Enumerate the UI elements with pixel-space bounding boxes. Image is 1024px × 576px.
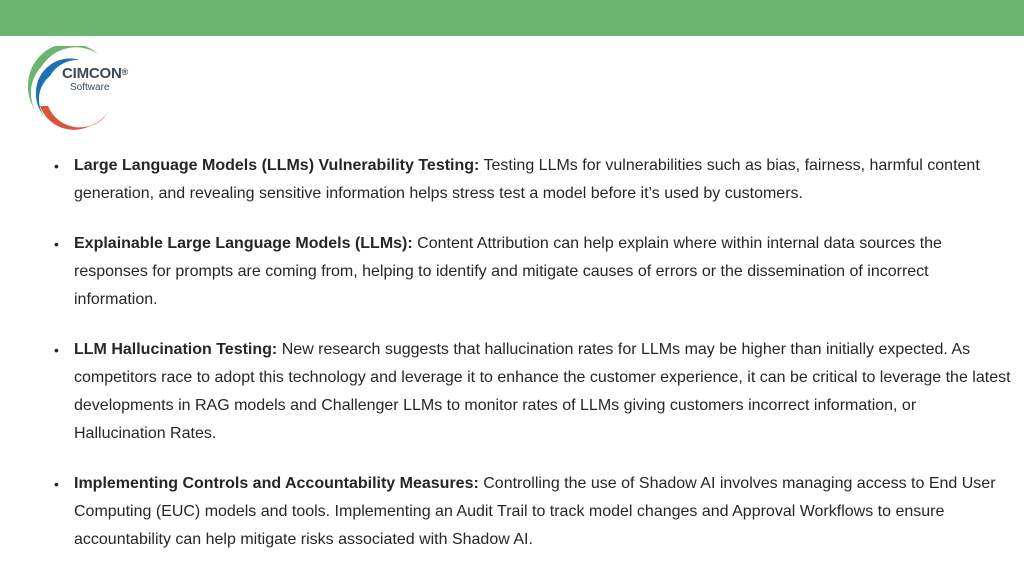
bullet-heading: Explainable Large Language Models (LLMs): [74, 235, 413, 252]
bullet-item-controls-accountability [52, 470, 1012, 554]
bullet-text: New research suggests that hallucination rates for LLMs may be higher than initially expected. As competitors race to adopt this technology and leverage it to enhance the customer experience, it can be critical to leverage the latest developments in RAG models and Challenger LLMs to monitor rates of LLMs giving customers incorrect information, or Hallucination Rates. [74, 341, 1011, 442]
bullet-text: Content Attribution can help explain where within internal data sources the responses for prompts are coming from, helping to identify and mitigate causes of errors or the dissemination of incorrect information. [74, 235, 942, 308]
bullet-text: Controlling the use of Shadow AI involves managing access to End User Computing (EUC) models and tools. Implementing an Audit Trail to track model changes and Approval Workflows to ensure accountability can help mitigate risks associated with Shadow AI. [74, 475, 996, 548]
bullet-item-vulnerability-testing [52, 152, 1012, 208]
bullet-marker: • [54, 158, 59, 174]
bullet-marker: • [54, 342, 59, 358]
cimcon-logo [20, 46, 140, 136]
bullet-heading: Implementing Controls and Accountability Measures: [74, 475, 479, 492]
bullet-marker: • [54, 236, 59, 252]
logo-name: CIMCON® [62, 65, 129, 82]
bullet-item-hallucination-testing [52, 336, 1012, 448]
bullet-heading: LLM Hallucination Testing: [74, 341, 278, 358]
bullet-item-explainable-llms [52, 230, 1012, 314]
bullet-heading: Large Language Models (LLMs) Vulnerability Testing: [74, 157, 480, 174]
bullet-list [52, 152, 1012, 576]
top-banner [0, 0, 1024, 36]
bullet-marker: • [54, 476, 59, 492]
logo-subtitle: Software [70, 82, 110, 93]
bullet-text: Testing LLMs for vulnerabilities such as bias, fairness, harmful content generation, and revealing sensitive information helps stress test a model before it’s used by customers. [74, 157, 980, 202]
